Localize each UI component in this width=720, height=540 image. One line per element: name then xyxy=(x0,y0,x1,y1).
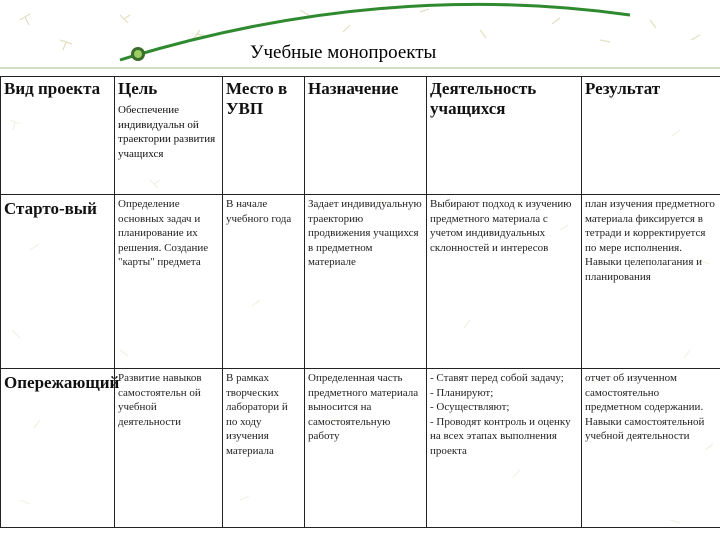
header-kind: Вид проекта xyxy=(1,77,115,195)
header-goal-label: Цель xyxy=(118,79,158,98)
activity-step: - Планируют; xyxy=(430,386,494,399)
projects-table xyxy=(0,76,720,528)
activity-step: - Ставят перед собой задачу; xyxy=(430,372,564,384)
table-header-row xyxy=(1,77,720,195)
header-place: Место в УВП xyxy=(223,77,305,195)
header-goal xyxy=(115,77,223,195)
row-result: отчет об изученном самостоятельно предметном содержании. Навыки самостоятельной учебной деятельности xyxy=(582,369,720,528)
projects-table-wrapper xyxy=(0,76,720,528)
row-goal: Определение основных задач и планирование их решения. Создание "карты" предмета xyxy=(115,195,223,369)
goal-note: Обеспечение индивидуальн ой траектории развития учащихся xyxy=(118,104,216,160)
activity-step: - Осуществляют; xyxy=(430,401,510,414)
row-place: В начале учебного года xyxy=(223,195,305,369)
row-activity xyxy=(427,369,582,528)
header-purpose: Назначение xyxy=(305,77,427,195)
table-row xyxy=(1,369,720,528)
row-goal: Развитие навыков самостоятельн ой учебной деятельности xyxy=(115,369,223,528)
row-place: В рамках творческих лаборатори й по ходу изучения материала xyxy=(223,369,305,528)
row-purpose: Задает индивидуальную траекторию продвижения учащихся в предметном материале xyxy=(305,195,427,369)
row-purpose: Определенная часть предметного материала выносится на самостоятельную работу xyxy=(305,369,427,528)
row-result: план изучения предметного материала фиксируется в тетради и корректируется по мере исполнения. Навыки целеполагания и планирования xyxy=(582,195,720,369)
slide-title: Учебные монопроекты xyxy=(250,42,437,63)
header-activity: Деятельность учащихся xyxy=(427,77,582,195)
table-row xyxy=(1,195,720,369)
row-kind: Опережающий xyxy=(1,369,115,528)
header-result: Результат xyxy=(582,77,720,195)
activity-step: - Проводят контроль и оценку на всех этапах выполнения проекта xyxy=(430,415,571,457)
row-kind: Старто-вый xyxy=(1,195,115,369)
row-activity: Выбирают подход к изучению предметного материала с учетом индивидуальных склонностей и интересов xyxy=(427,195,582,369)
